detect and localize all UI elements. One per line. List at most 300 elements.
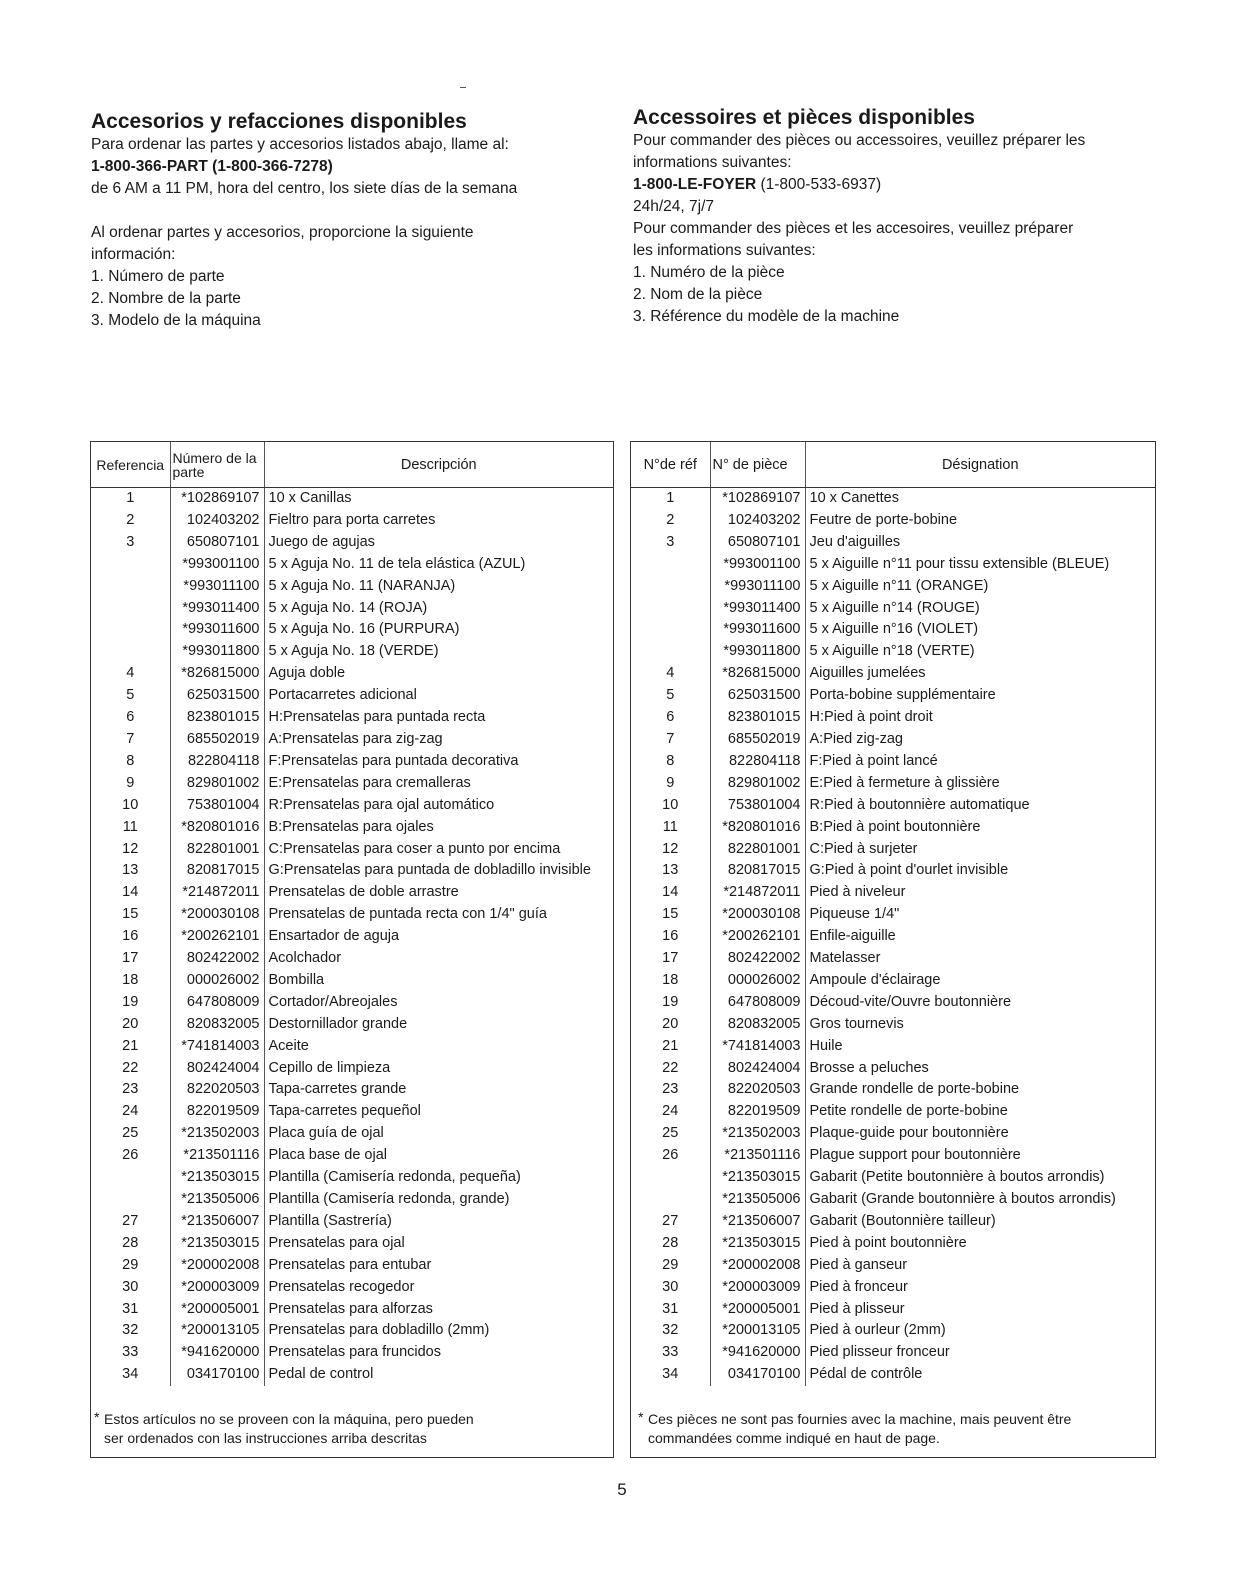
cell-num: 802424004	[170, 1058, 264, 1080]
table-row	[91, 839, 613, 861]
cell-desc: Brosse a peluches	[809, 1059, 929, 1076]
cell-desc: Aguja doble	[268, 665, 346, 682]
cell-ref: 20	[91, 1014, 170, 1036]
cell-desc: Prensatelas de doble arrastre	[268, 884, 459, 901]
cell-desc: Fieltro para porta carretes	[268, 511, 436, 528]
cell-desc: G:Pied à point d'ourlet invisible	[809, 862, 1009, 879]
french-item: 3. Référence du modèle de la machine	[633, 308, 900, 325]
cell-ref	[631, 1189, 710, 1211]
table-row	[631, 488, 1155, 510]
cell-num: *213503015	[170, 1233, 264, 1255]
cell-num: 822801001	[170, 839, 264, 861]
cell-desc: H:Pied à point droit	[809, 709, 933, 726]
cell-desc: Plantilla (Sastrería)	[268, 1212, 392, 1229]
table-row	[91, 707, 613, 729]
cell-ref: 25	[631, 1123, 710, 1145]
table-row	[631, 1255, 1155, 1277]
cell-num: 822019509	[170, 1101, 264, 1123]
cell-ref: 8	[631, 751, 710, 773]
table-row	[91, 1189, 613, 1211]
cell-num: 802422002	[710, 948, 805, 970]
cell-num: 829801002	[710, 773, 805, 795]
cell-num: *941620000	[710, 1342, 805, 1364]
table-row	[631, 641, 1155, 663]
table-row	[631, 751, 1155, 773]
cell-desc: Prensatelas para entubar	[268, 1256, 432, 1273]
table-row	[631, 926, 1155, 948]
table-row	[631, 510, 1155, 532]
cell-num: 823801015	[170, 707, 264, 729]
cell-ref: 4	[91, 663, 170, 685]
cell-ref: 28	[91, 1233, 170, 1255]
table-row	[91, 510, 613, 532]
cell-desc: 5 x Aguja No. 18 (VERDE)	[268, 643, 439, 660]
cell-num: 822020503	[170, 1079, 264, 1101]
cell-desc: Pied à ourleur (2mm)	[809, 1322, 946, 1339]
table-row	[631, 1211, 1155, 1233]
cell-ref: 27	[631, 1211, 710, 1233]
cell-desc: Aiguilles jumelées	[809, 665, 926, 682]
cell-desc: Pied à point boutonnière	[809, 1234, 967, 1251]
cell-desc: 5 x Aguja No. 11 de tela elástica (AZUL)	[268, 555, 526, 572]
cell-ref: 14	[631, 882, 710, 904]
spanish-order-line2: información:	[91, 246, 176, 263]
french-intro-line1: Pour commander des pièces ou accessoires, veuillez préparer les	[633, 132, 1086, 149]
table-row	[91, 532, 613, 554]
spanish-parts-table	[91, 442, 613, 1386]
table-row	[631, 1079, 1155, 1101]
cell-num: *213505006	[710, 1189, 805, 1211]
cell-desc: 5 x Aguja No. 14 (ROJA)	[268, 599, 428, 616]
table-row	[91, 663, 613, 685]
table-row	[91, 554, 613, 576]
cell-ref: 1	[631, 488, 710, 510]
cell-ref: 28	[631, 1233, 710, 1255]
cell-desc: Prensatelas de puntada recta con 1/4" guía	[268, 906, 547, 923]
cell-desc: Pédal de contrôle	[809, 1366, 923, 1383]
cell-desc: G:Prensatelas para puntada de dobladillo invisible	[268, 862, 591, 879]
cell-ref: 6	[631, 707, 710, 729]
cell-ref	[91, 1189, 170, 1211]
cell-num: 034170100	[170, 1364, 264, 1386]
cell-num: *213506007	[710, 1211, 805, 1233]
table-row	[631, 1299, 1155, 1321]
cell-desc: 5 x Aguja No. 16 (PURPURA)	[268, 621, 460, 638]
cell-desc: Piqueuse 1/4"	[809, 906, 900, 923]
table-row	[91, 817, 613, 839]
cell-ref: 7	[631, 729, 710, 751]
table-row	[91, 1079, 613, 1101]
spanish-intro	[91, 110, 611, 332]
cell-ref: 26	[91, 1145, 170, 1167]
cell-desc: 10 x Canillas	[268, 490, 352, 506]
cell-desc: 5 x Aiguille n°14 (ROUGE)	[809, 599, 980, 616]
cell-ref: 23	[91, 1079, 170, 1101]
cell-num: 822020503	[710, 1079, 805, 1101]
table-row	[631, 1145, 1155, 1167]
table-row	[91, 882, 613, 904]
cell-num: 685502019	[710, 729, 805, 751]
cell-num: *993001100	[170, 554, 264, 576]
cell-ref: 34	[91, 1364, 170, 1386]
cell-num: 102403202	[170, 510, 264, 532]
spanish-footnote-star: *	[94, 1409, 100, 1425]
cell-ref	[631, 598, 710, 620]
cell-desc: 5 x Aiguille n°11 (ORANGE)	[809, 577, 989, 594]
cell-ref: 20	[631, 1014, 710, 1036]
spanish-hours: de 6 AM a 11 PM, hora del centro, los siete días de la semana	[91, 180, 518, 197]
cell-desc: Juego de agujas	[268, 533, 375, 550]
table-row	[91, 795, 613, 817]
table-row	[91, 1014, 613, 1036]
cell-num: 000026002	[710, 970, 805, 992]
spanish-title: Accesorios y refacciones disponibles	[91, 110, 467, 133]
cell-desc: B:Pied à point boutonnière	[809, 818, 981, 835]
french-parts-table	[631, 442, 1155, 1386]
table-row	[91, 1320, 613, 1342]
cell-desc: Bombilla	[268, 971, 325, 988]
cell-ref: 9	[631, 773, 710, 795]
cell-num: *200005001	[710, 1299, 805, 1321]
cell-ref: 24	[631, 1101, 710, 1123]
table-row	[91, 729, 613, 751]
french-footnote-line1: Ces pièces ne sont pas fournies avec la machine, mais peuvent être	[648, 1411, 1072, 1427]
cell-desc: 5 x Aguja No. 11 (NARANJA)	[268, 577, 456, 594]
table-row	[631, 598, 1155, 620]
cell-ref	[91, 598, 170, 620]
cell-desc: Plantilla (Camisería redonda, pequeña)	[268, 1169, 521, 1186]
table-row	[631, 576, 1155, 598]
cell-desc: Matelasser	[809, 950, 881, 967]
table-row	[91, 970, 613, 992]
table-row	[91, 948, 613, 970]
cell-desc: Huile	[809, 1037, 843, 1054]
cell-desc: Petite rondelle de porte-bobine	[809, 1103, 1008, 1120]
cell-num: *213502003	[710, 1123, 805, 1145]
cell-num: *214872011	[710, 882, 805, 904]
spanish-col-ref: Referencia	[91, 442, 170, 488]
cell-ref	[631, 576, 710, 598]
cell-desc: Cortador/Abreojales	[268, 993, 398, 1010]
cell-desc: Portacarretes adicional	[268, 687, 417, 704]
table-row	[631, 992, 1155, 1014]
cell-desc: F:Prensatelas para puntada decorativa	[268, 752, 519, 769]
table-row	[91, 1299, 613, 1321]
cell-num: 823801015	[710, 707, 805, 729]
cell-num: *993011800	[710, 641, 805, 663]
spanish-footnote	[94, 1409, 604, 1448]
cell-desc: Gabarit (Petite boutonnière à boutos arrondis)	[809, 1169, 1105, 1186]
cell-ref: 30	[631, 1277, 710, 1299]
table-row	[631, 1277, 1155, 1299]
cell-num: 820832005	[710, 1014, 805, 1036]
cell-num: 820832005	[170, 1014, 264, 1036]
spanish-col-num: Número de la parte	[170, 442, 264, 488]
cell-ref: 32	[631, 1320, 710, 1342]
table-row	[91, 1255, 613, 1277]
table-row	[631, 1364, 1155, 1386]
table-row	[91, 641, 613, 663]
cell-ref: 23	[631, 1079, 710, 1101]
cell-desc: 5 x Aiguille n°16 (VIOLET)	[809, 621, 979, 638]
cell-num: 822019509	[710, 1101, 805, 1123]
cell-desc: Placa guía de ojal	[268, 1125, 384, 1142]
cell-ref: 5	[631, 685, 710, 707]
table-row	[91, 1364, 613, 1386]
french-intro	[633, 106, 1193, 328]
cell-num: *741814003	[710, 1036, 805, 1058]
cell-ref: 3	[91, 532, 170, 554]
table-row	[91, 1277, 613, 1299]
cell-num: *102869107	[170, 488, 264, 510]
table-row	[631, 1036, 1155, 1058]
cell-ref: 1	[91, 488, 170, 510]
cell-ref: 21	[631, 1036, 710, 1058]
cell-num: *200030108	[710, 904, 805, 926]
french-order-line2: les informations suivantes:	[633, 242, 816, 259]
table-row	[631, 795, 1155, 817]
cell-num: 650807101	[710, 532, 805, 554]
cell-num: *200013105	[710, 1320, 805, 1342]
cell-num: *993011100	[710, 576, 805, 598]
cell-num: 829801002	[170, 773, 264, 795]
cell-num: *200262101	[710, 926, 805, 948]
cell-ref: 24	[91, 1101, 170, 1123]
cell-num: *993011100	[170, 576, 264, 598]
spanish-item: 3. Modelo de la máquina	[91, 312, 261, 329]
cell-num: *200005001	[170, 1299, 264, 1321]
table-row	[631, 619, 1155, 641]
cell-ref	[631, 1167, 710, 1189]
cell-ref: 5	[91, 685, 170, 707]
table-row	[631, 1058, 1155, 1080]
cell-desc: Grande rondelle de porte-bobine	[809, 1081, 1020, 1098]
cell-num: 753801004	[710, 795, 805, 817]
table-row	[91, 992, 613, 1014]
cell-ref: 16	[91, 926, 170, 948]
spanish-intro-line: Para ordenar las partes y accesorios listados abajo, llame al:	[91, 136, 509, 153]
table-row	[631, 817, 1155, 839]
cell-desc: R:Prensatelas para ojal automático	[268, 796, 495, 813]
cell-desc: Destornillador grande	[268, 1015, 408, 1032]
cell-desc: Pied à plisseur	[809, 1300, 905, 1317]
cell-desc: Porta-bobine supplémentaire	[809, 687, 996, 704]
table-row	[631, 1101, 1155, 1123]
cell-num: *200002008	[170, 1255, 264, 1277]
cell-num: *826815000	[170, 663, 264, 685]
cell-num: *741814003	[170, 1036, 264, 1058]
cell-num: 802424004	[710, 1058, 805, 1080]
cell-ref: 31	[631, 1299, 710, 1321]
cell-ref: 29	[91, 1255, 170, 1277]
cell-ref: 32	[91, 1320, 170, 1342]
cell-ref: 33	[631, 1342, 710, 1364]
cell-ref: 12	[91, 839, 170, 861]
cell-ref	[91, 576, 170, 598]
cell-desc: Placa base de ojal	[268, 1147, 387, 1164]
table-row	[91, 1145, 613, 1167]
cell-ref	[631, 641, 710, 663]
cell-num: *213506007	[170, 1211, 264, 1233]
spanish-col-desc: Descripción	[264, 442, 613, 488]
cell-ref: 3	[631, 532, 710, 554]
cell-num: *200003009	[170, 1277, 264, 1299]
table-row	[91, 1342, 613, 1364]
cell-num: *200030108	[170, 904, 264, 926]
cell-num: *941620000	[170, 1342, 264, 1364]
cell-desc: Acolchador	[268, 950, 342, 967]
cell-ref: 19	[91, 992, 170, 1014]
cell-num: *213501116	[170, 1145, 264, 1167]
french-hours: 24h/24, 7j/7	[633, 198, 715, 215]
cell-desc: Prensatelas para alforzas	[268, 1300, 433, 1317]
table-row	[91, 1123, 613, 1145]
cell-num: *213505006	[170, 1189, 264, 1211]
cell-desc: Tapa-carretes pequeñol	[268, 1103, 421, 1120]
cell-desc: Pied plisseur fronceur	[809, 1344, 950, 1361]
table-row	[91, 1101, 613, 1123]
cell-num: *826815000	[710, 663, 805, 685]
table-row	[91, 904, 613, 926]
cell-ref: 15	[631, 904, 710, 926]
spanish-item: 1. Número de parte	[91, 268, 225, 285]
cell-ref: 9	[91, 773, 170, 795]
spanish-order-line1: Al ordenar partes y accesorios, proporcione la siguiente	[91, 224, 474, 241]
cell-num: 822804118	[170, 751, 264, 773]
table-row	[631, 663, 1155, 685]
cell-num: 647808009	[170, 992, 264, 1014]
table-row	[631, 904, 1155, 926]
table-row	[91, 1211, 613, 1233]
french-intro-line2: informations suivantes:	[633, 154, 792, 171]
table-row	[631, 707, 1155, 729]
french-title: Accessoires et pièces disponibles	[633, 106, 975, 129]
cell-num: 647808009	[710, 992, 805, 1014]
french-item: 1. Numéro de la pièce	[633, 264, 785, 281]
french-phone-rest: (1-800-533-6937)	[756, 176, 882, 193]
cell-ref: 6	[91, 707, 170, 729]
cell-desc: F:Pied à point lancé	[809, 752, 938, 769]
cell-num: 102403202	[710, 510, 805, 532]
cell-ref	[91, 619, 170, 641]
cell-num: 802422002	[170, 948, 264, 970]
spanish-item: 2. Nombre de la parte	[91, 290, 241, 307]
cell-desc: Plaque-guide pour boutonnière	[809, 1125, 1009, 1142]
cell-num: *993001100	[710, 554, 805, 576]
table-row	[91, 619, 613, 641]
cell-desc: Découd-vite/Ouvre boutonnière	[809, 993, 1012, 1010]
cell-desc: Prensatelas para fruncidos	[268, 1344, 441, 1361]
cell-ref: 12	[631, 839, 710, 861]
table-row	[91, 488, 613, 510]
cell-desc: Pedal de control	[268, 1366, 374, 1383]
cell-num: 822801001	[710, 839, 805, 861]
cell-ref: 8	[91, 751, 170, 773]
cell-ref	[631, 619, 710, 641]
table-row	[91, 926, 613, 948]
cell-desc: Prensatelas recogedor	[268, 1278, 415, 1295]
cell-num: *993011800	[170, 641, 264, 663]
table-row	[91, 1058, 613, 1080]
cell-ref: 16	[631, 926, 710, 948]
french-col-ref: N°de réf	[631, 442, 710, 488]
cell-num: *213503015	[710, 1167, 805, 1189]
cell-ref: 17	[91, 948, 170, 970]
cell-desc: Pied à niveleur	[809, 884, 906, 901]
cell-num: *200003009	[710, 1277, 805, 1299]
cell-desc: Enfile-aiguille	[809, 928, 896, 945]
cell-desc: Tapa-carretes grande	[268, 1081, 407, 1098]
french-col-desc: Désignation	[805, 442, 1155, 488]
french-col-num: N° de pièce	[710, 442, 805, 488]
cell-num: *213502003	[170, 1123, 264, 1145]
table-row	[91, 860, 613, 882]
cell-desc: Plantilla (Camisería redonda, grande)	[268, 1191, 510, 1207]
french-phone	[633, 174, 1193, 196]
cell-ref: 27	[91, 1211, 170, 1233]
cell-desc: C:Pied à surjeter	[809, 840, 918, 857]
table-row	[91, 1036, 613, 1058]
french-footnote	[638, 1409, 1148, 1448]
cell-num: 820817015	[710, 860, 805, 882]
cell-desc: Prensatelas para ojal	[268, 1234, 405, 1251]
table-row	[631, 948, 1155, 970]
cell-num: *102869107	[710, 488, 805, 510]
table-row	[631, 860, 1155, 882]
table-row	[631, 970, 1155, 992]
cell-desc: Feutre de porte-bobine	[809, 511, 958, 528]
table-row	[91, 773, 613, 795]
cell-num: *820801016	[170, 817, 264, 839]
cell-num: *993011400	[710, 598, 805, 620]
table-row	[631, 1189, 1155, 1211]
cell-desc: Pied à fronceur	[809, 1278, 908, 1295]
cell-num: 000026002	[170, 970, 264, 992]
cell-num: 820817015	[170, 860, 264, 882]
cell-desc: E:Pied à fermeture à glissière	[809, 774, 1000, 791]
cell-desc: H:Prensatelas para puntada recta	[268, 709, 486, 726]
cell-ref: 18	[631, 970, 710, 992]
cell-ref: 10	[631, 795, 710, 817]
cell-ref: 15	[91, 904, 170, 926]
cell-ref: 30	[91, 1277, 170, 1299]
cell-ref: 7	[91, 729, 170, 751]
cell-desc: A:Prensatelas para zig-zag	[268, 730, 443, 747]
cell-ref	[91, 641, 170, 663]
table-row	[631, 773, 1155, 795]
cell-ref: 29	[631, 1255, 710, 1277]
spanish-phone: 1-800-366-PART (1-800-366-7278)	[91, 158, 333, 175]
cell-ref: 22	[91, 1058, 170, 1080]
table-row	[631, 882, 1155, 904]
cell-ref: 17	[631, 948, 710, 970]
spanish-parts-box	[90, 441, 614, 1458]
cell-desc: Gros tournevis	[809, 1015, 904, 1032]
cell-desc: E:Prensatelas para cremalleras	[268, 774, 471, 791]
table-row	[631, 839, 1155, 861]
cell-desc: Gabarit (Grande boutonnière à boutos arrondis)	[809, 1191, 1116, 1207]
french-parts-box	[630, 441, 1156, 1458]
cell-num: *993011400	[170, 598, 264, 620]
cell-ref	[91, 554, 170, 576]
cell-desc: Gabarit (Boutonnière tailleur)	[809, 1212, 996, 1229]
cell-ref: 31	[91, 1299, 170, 1321]
cell-ref: 26	[631, 1145, 710, 1167]
cell-num: *214872011	[170, 882, 264, 904]
cell-num: 650807101	[170, 532, 264, 554]
french-footnote-line2: commandées comme indiqué en haut de page.	[648, 1430, 940, 1446]
french-item: 2. Nom de la pièce	[633, 286, 763, 303]
